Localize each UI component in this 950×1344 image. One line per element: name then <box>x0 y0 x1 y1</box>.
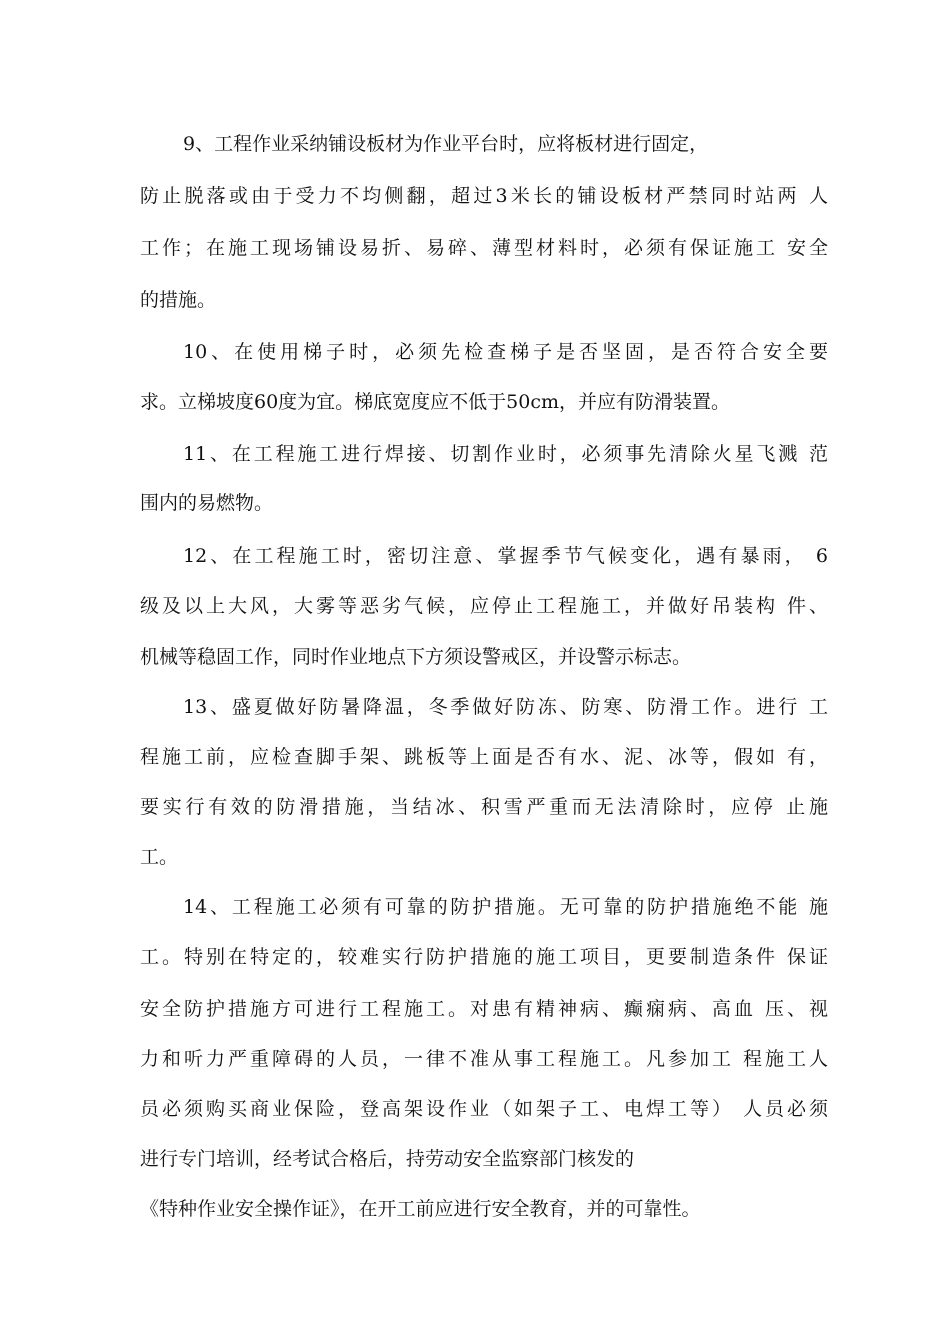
text-line: 10、在使用梯子时，必须先检查梯子是否坚固，是否符合安全要 <box>183 341 828 363</box>
text-line: 机械等稳固工作，同时作业地点下方须设警戒区，并设警示标志。 <box>140 646 692 668</box>
text-line: 围内的易燃物。 <box>140 492 274 514</box>
text-line: 级及以上大风，大雾等恶劣气候，应停止工程施工，并做好吊装构 件、 <box>140 595 828 617</box>
text-line: 程施工前，应检查脚手架、跳板等上面是否有水、泥、冰等，假如 有， <box>140 746 828 768</box>
text-line: 11、在工程施工进行焊接、切割作业时，必须事先清除火星飞溅 范 <box>183 443 828 465</box>
text-line: 14、工程施工必须有可靠的防护措施。无可靠的防护措施绝不能 施 <box>183 896 828 918</box>
text-line: 防止脱落或由于受力不均侧翻，超过3米长的铺设板材严禁同时站两 人 <box>140 185 828 207</box>
text-line: 力和听力严重障碍的人员，一律不准从事工程施工。凡参加工 程施工人 <box>140 1048 828 1070</box>
text-line: 9、工程作业采纳铺设板材为作业平台时，应将板材进行固定， <box>183 133 709 155</box>
text-line: 的措施。 <box>140 289 217 311</box>
text-line: 进行专门培训，经考试合格后，持劳动安全监察部门核发的 <box>140 1148 635 1170</box>
text-line: 《特种作业安全操作证》，在开工前应进行安全教育，并的可靠性。 <box>140 1198 701 1220</box>
text-line: 工。 <box>140 846 179 868</box>
text-line: 工作；在施工现场铺设易折、易碎、薄型材料时，必须有保证施工 安全 <box>140 237 828 259</box>
text-line: 员必须购买商业保险，登高架设作业（如架子工、电焊工等） 人员必须 <box>140 1098 828 1120</box>
text-line: 工。特别在特定的，较难实行防护措施的施工项目，更要制造条件 保证 <box>140 946 828 968</box>
text-line: 12、在工程施工时，密切注意、掌握季节气候变化，遇有暴雨， 6 <box>183 545 828 567</box>
text-line: 13、盛夏做好防暑降温，冬季做好防冻、防寒、防滑工作。进行 工 <box>183 696 828 718</box>
text-line: 要实行有效的防滑措施，当结冰、积雪严重而无法清除时，应停 止施 <box>140 796 828 818</box>
text-line: 安全防护措施方可进行工程施工。对患有精神病、癫痫病、高血 压、视 <box>140 998 828 1020</box>
text-line: 求。立梯坡度60度为宜。梯底宽度应不低于50cm，并应有防滑装置。 <box>140 391 731 413</box>
